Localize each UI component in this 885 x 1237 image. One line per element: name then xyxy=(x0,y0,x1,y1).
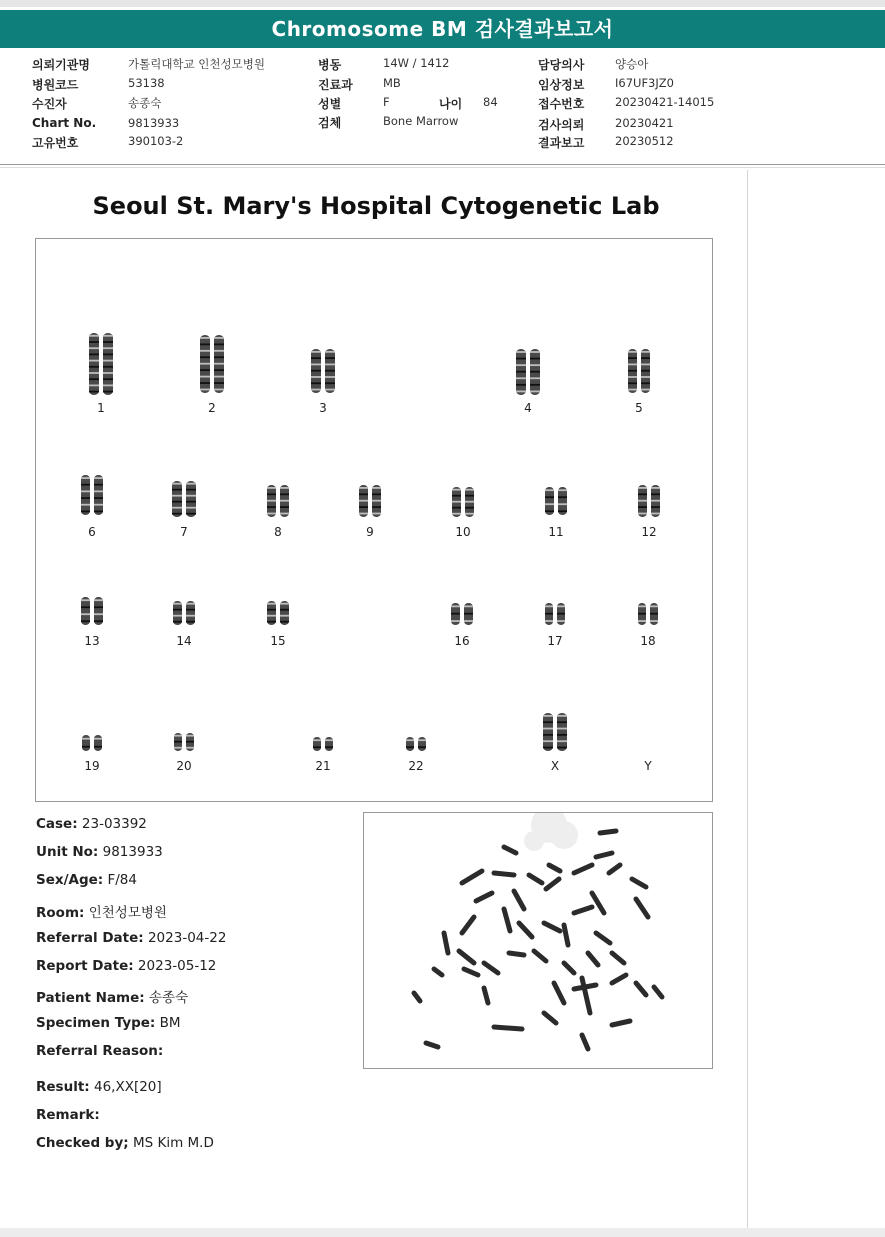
chromosome-pair-22 xyxy=(404,735,428,753)
unit-row xyxy=(36,844,163,860)
metaphase-chromosomes xyxy=(414,831,662,1049)
chromosome-label: 19 xyxy=(84,759,100,773)
chromosome-pair-7 xyxy=(170,479,198,519)
sexage-value: F/84 xyxy=(107,872,137,888)
referral-date-value: 2023-04-22 xyxy=(147,930,227,946)
referral-reason-label: Referral Reason: xyxy=(36,1043,164,1059)
accession-value: 20230421-14015 xyxy=(615,95,715,109)
referral-date-label: Referral Date: xyxy=(36,930,144,946)
report-date-row xyxy=(36,958,216,974)
chromosome-label: 4 xyxy=(524,401,532,415)
chromosome-label: 1 xyxy=(97,401,105,415)
result-label: Result: xyxy=(36,1079,90,1095)
chromosome-pair-4 xyxy=(514,347,542,397)
doctor-label: 담당의사 xyxy=(538,58,585,72)
header-divider-shadow xyxy=(0,167,885,168)
bottom-strip xyxy=(0,1228,885,1237)
hospital-code-value: 53138 xyxy=(128,76,165,90)
chromosome-pair-10 xyxy=(450,485,476,519)
chromosome-pair-20 xyxy=(172,731,196,753)
chromosome-pair-15 xyxy=(265,599,291,627)
report-date-value: 2023-05-12 xyxy=(137,958,217,974)
chromosome-pair-6 xyxy=(79,473,105,517)
metaphase-spread xyxy=(364,813,712,1068)
referral-date-row xyxy=(36,930,226,946)
chromosome-label: 2 xyxy=(208,401,216,415)
unique-no-value: 390103-2 xyxy=(128,134,184,148)
chromosome-label: 21 xyxy=(315,759,331,773)
doctor-value: 양승아 xyxy=(615,57,649,71)
remark-row xyxy=(36,1107,100,1123)
accession-label: 접수번호 xyxy=(538,97,585,111)
metaphase-image xyxy=(363,812,713,1069)
report-date-label: Report Date: xyxy=(36,958,134,974)
case-label: Case: xyxy=(36,816,78,832)
chromosome-pair-19 xyxy=(80,733,104,753)
chromosome-label: 13 xyxy=(84,634,100,648)
case-row xyxy=(36,816,147,832)
patient-name-row xyxy=(36,986,188,1006)
chromosome-pair-13 xyxy=(79,595,105,627)
chromosome-label: 18 xyxy=(640,634,656,648)
report-header xyxy=(0,54,885,164)
clinical-info-value: I67UF3JZ0 xyxy=(615,76,674,90)
request-date-value: 20230421 xyxy=(615,116,674,130)
checked-label: Checked by; xyxy=(36,1135,129,1151)
chromosome-label: Y xyxy=(644,759,652,773)
chart-no-value: 9813933 xyxy=(128,116,180,130)
remark-label: Remark: xyxy=(36,1107,100,1123)
chromosome-label: X xyxy=(550,759,560,773)
chromosome-label: 8 xyxy=(274,525,282,539)
unique-no-label: 고유번호 xyxy=(32,136,79,150)
clinical-info-label: 임상정보 xyxy=(538,78,585,92)
patient-label: 수진자 xyxy=(32,97,67,111)
chromosome-pair-2 xyxy=(198,333,226,395)
chromosome-label: 20 xyxy=(176,759,192,773)
top-strip xyxy=(0,0,885,7)
chromosome-pair-11 xyxy=(543,485,569,517)
room-label: Room: xyxy=(36,905,85,921)
chromosome-label: 6 xyxy=(88,525,96,539)
result-date-value: 20230512 xyxy=(615,134,674,148)
chromosome-pair-12 xyxy=(636,483,662,519)
stain-cloud xyxy=(524,813,578,851)
result-value: 46,XX[20] xyxy=(93,1079,162,1095)
chromosome-pair-9 xyxy=(357,483,383,519)
chromosome-label: 5 xyxy=(635,401,643,415)
sex-value: F xyxy=(383,95,390,109)
karyogram-panel xyxy=(35,238,713,802)
chromosome-pair-18 xyxy=(636,601,660,627)
hospital-value: 가톨릭대학교 인천성모병원 xyxy=(128,57,265,71)
chart-no-label: Chart No. xyxy=(32,116,97,130)
chromosome-pair-8 xyxy=(265,483,291,519)
chromosome-label: 17 xyxy=(547,634,563,648)
specimen-value: Bone Marrow xyxy=(383,114,459,128)
room-value: 인천성모병원 xyxy=(88,905,167,921)
chromosome-pair-1 xyxy=(87,331,115,397)
chromosome-label: 7 xyxy=(180,525,188,539)
page-right-edge xyxy=(747,170,748,1228)
patient-name-label: Patient Name: xyxy=(36,990,145,1006)
chromosome-label: 12 xyxy=(641,525,657,539)
report-title: Chromosome BM 검사결과보고서 xyxy=(0,10,885,48)
chromosome-pair-16 xyxy=(449,601,475,627)
chromosome-label: 3 xyxy=(319,401,327,415)
checked-row xyxy=(36,1135,214,1151)
unit-label: Unit No: xyxy=(36,844,99,860)
specimen-label: 검체 xyxy=(318,116,342,130)
header-divider xyxy=(0,164,885,165)
specimen-type-label: Specimen Type: xyxy=(36,1015,156,1031)
ward-value: 14W / 1412 xyxy=(383,56,450,70)
chromosome-label: 10 xyxy=(455,525,471,539)
referral-reason-row xyxy=(36,1043,163,1059)
result-row xyxy=(36,1079,162,1095)
chromosome-pair-5 xyxy=(626,347,652,395)
department-value: MB xyxy=(383,76,401,90)
chromosome-label: 15 xyxy=(270,634,286,648)
age-label: 나이 xyxy=(439,97,463,111)
sexage-row xyxy=(36,872,137,888)
patient-name-value: 송종숙 xyxy=(148,990,189,1006)
department-label: 진료과 xyxy=(318,78,353,92)
specimen-type-value: BM xyxy=(159,1015,181,1031)
request-date-label: 검사의뢰 xyxy=(538,118,585,132)
chromosome-pair-21 xyxy=(311,735,335,753)
chromosome-label: 11 xyxy=(548,525,564,539)
chromosome-pair-X xyxy=(541,711,569,753)
hospital-code-label: 병원코드 xyxy=(32,78,79,92)
lab-title: Seoul St. Mary's Hospital Cytogenetic Lab xyxy=(92,192,660,220)
case-value: 23-03392 xyxy=(81,816,147,832)
patient-value: 송종숙 xyxy=(128,96,162,110)
sex-label: 성별 xyxy=(318,97,342,111)
chromosome-pair-17 xyxy=(543,601,567,627)
chromosome-label: 9 xyxy=(366,525,374,539)
result-date-label: 결과보고 xyxy=(538,136,585,150)
chromosome-label: 22 xyxy=(408,759,424,773)
checked-value: MS Kim M.D xyxy=(132,1135,214,1151)
chromosome-pair-14 xyxy=(171,599,197,627)
ward-label: 병동 xyxy=(318,58,342,72)
sexage-label: Sex/Age: xyxy=(36,872,104,888)
age-value: 84 xyxy=(483,95,498,109)
specimen-row xyxy=(36,1015,181,1031)
chromosome-pair-3 xyxy=(309,347,337,395)
unit-value: 9813933 xyxy=(102,844,163,860)
hospital-label: 의뢰기관명 xyxy=(32,58,90,72)
chromosome-label: 14 xyxy=(176,634,192,648)
chromosome-label: 16 xyxy=(454,634,470,648)
room-row xyxy=(36,901,167,921)
